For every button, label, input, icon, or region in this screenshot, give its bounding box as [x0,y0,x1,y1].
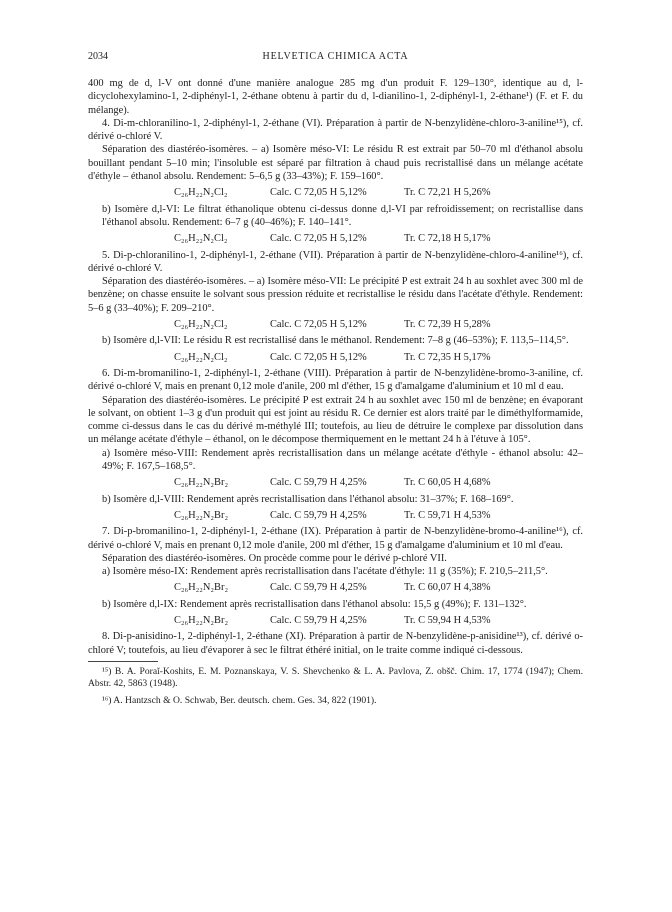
analysis-line [88,581,583,594]
calculated-values: Calc. C 59,79 H 4,25% [270,614,367,626]
document-page [88,50,583,708]
calculated-values: Calc. C 59,79 H 4,25% [270,477,367,489]
found-values: Tr. C 60,07 H 4,38% [404,582,491,594]
paragraph: 4. Di-m-chloranilino-1, 2-diphényl-1, 2-éthane (VI). Préparation à partir de N-benzylidène-chloro-3-aniline¹⁵), cf. dérivé o-chloré V. [88,117,583,143]
paragraph: Séparation des diastéréo-isomères. – a) Isomère méso-VI: Le résidu R est extrait par 50–70 ml d'éthanol absolu bouillant pendant 5–10 min; l'insoluble est séparé par filtration à chaud puis recristallisé dans un mélange acétate d'éthyle – éthanol absolu. Rendement: 5–6,5 g (33–43%); F. 159–160°. [88,144,583,183]
footnotes [88,666,583,708]
molecular-formula: C₂₆H₂₂N₂Br₂ [174,582,229,594]
footnote-rule [88,661,158,662]
molecular-formula: C₂₆H₂₂N₂Cl₂ [174,319,228,331]
paragraph: b) Isomère d,l-VII: Le résidu R est recristallisé dans le méthanol. Rendement: 7–8 g (46–53%); F. 113,5–114,5°. [102,335,569,347]
calculated-values: Calc. C 59,79 H 4,25% [270,582,367,594]
paragraph: Séparation des diastéréo-isomères. – a) Isomère méso-VII: Le précipité P est extrait 24 h au soxhlet avec 300 ml de benzène; on chasse ensuite le solvant sous pression réduite et recristallise le résidu dans l'acétate d'éthyle. Rendement: 5–6 g (33–40%); F. 209–210°. [88,276,583,314]
found-values: Tr. C 72,35 H 5,17% [404,351,491,363]
calculated-values: Calc. C 72,05 H 5,12% [270,233,367,245]
paragraph: Séparation des diastéréo-isomères. On procède comme pour le dérivé p-chloré VII. [102,552,447,564]
calculated-values: Calc. C 72,05 H 5,12% [270,351,367,363]
molecular-formula: C₂₆H₂₂N₂Br₂ [174,509,229,521]
paragraph: b) Isomère d,l-VIII: Rendement après recristallisation dans l'éthanol absolu: 31–37%; F. 168–169°. [102,493,514,505]
paragraph: a) Isomère méso-VIII: Rendement après recristallisation dans un mélange acétate d'éthyle - éthanol absolu: 42–49%; F. 167,5–168,5°. [102,447,583,473]
paragraph: Séparation des diastéréo-isomères. Le précipité P est extrait 24 h au soxhlet avec 150 ml de benzène; en évaporant le solvant, on obtient 1–3 g d'un produit qui est joint au résidu R. Ce dernier est alors traité par le diméthylformamide, comme ci-dessus dans le cas du dérivé m-méthylé III; toutefois, au lieu de détruire le complexe par dissolution dans un mélange acétate d'éthyle – éthanol, on le décompose thermiquement en le mettant 24 h à l'étuve à 105°. [88,394,583,446]
page-header [88,50,583,64]
analysis-line [88,318,583,331]
calculated-values: Calc. C 59,79 H 4,25% [270,509,367,521]
paragraph: a) Isomère méso-IX: Rendement après recristallisation dans l'acétate d'éthyle: 11 g (35%); F. 210,5–211,5°. [102,566,548,578]
analysis-line [88,476,583,489]
molecular-formula: C₂₆H₂₂N₂Cl₂ [174,233,228,245]
found-values: Tr. C 72,39 H 5,28% [404,319,491,331]
analysis-line [88,351,583,364]
found-values: Tr. C 60,05 H 4,68% [404,477,491,489]
paragraph: 6. Di-m-bromanilino-1, 2-diphényl-1, 2-éthane (VIII). Préparation à partir de N-benzylidène-bromo-3-aniline, cf. dérivé o-chloré V, mais en prenant 0,12 mole d'anile, 200 ml d'éther, 15 g d'amalgame d'aluminium et 10 ml d eau. [88,367,583,393]
molecular-formula: C₂₆H₂₂N₂Br₂ [174,614,229,626]
analysis-line [88,614,583,627]
paragraph: 8. Di-p-anisidino-1, 2-diphényl-1, 2-éthane (XI). Préparation à partir de N-benzylidène-p-anisidine¹³), cf. dérivé o-chloré V; toutefois, au lieu d'évaporer à sec le filtrat éthéré initial, on le traite comme indiqué ci-dessous. [88,631,583,656]
calculated-values: Calc. C 72,05 H 5,12% [270,319,367,331]
footnote: ¹⁵) B. A. Poraĭ-Koshits, E. M. Poznanskaya, V. S. Shevchenko & L. A. Pavlova, Z. obšč. Chim. 17, 1774 (1947); Chem. Abstr. 42, 5863 (1948). [88,665,583,690]
molecular-formula: C₂₆H₂₂N₂Cl₂ [174,351,228,363]
analysis-line [88,509,583,522]
found-values: Tr. C 72,21 H 5,26% [404,187,491,199]
found-values: Tr. C 59,94 H 4,53% [404,614,491,626]
paragraph: 7. Di-p-bromanilino-1, 2-diphényl-1, 2-éthane (IX). Préparation à partir de N-benzylidène-bromo-4-aniline¹⁶), cf. dérivé o-chloré V, mais en prenant 0,12 mole d'anile, 200 ml d'éther, 15 g d'amalgame d'aluminium et 10 ml d'eau. [88,526,583,551]
molecular-formula: C₂₆H₂₂N₂Br₂ [174,477,229,489]
article-body [88,77,583,657]
molecular-formula: C₂₆H₂₂N₂Cl₂ [174,187,228,199]
paragraph: 5. Di-p-chloranilino-1, 2-diphényl-1, 2-éthane (VII). Préparation à partir de N-benzylidène-chloro-4-aniline¹⁶), cf. dérivé o-chloré V. [88,249,583,274]
paragraph: 400 mg de d, l-V ont donné d'une manière analogue 285 mg d'un produit F. 129–130°, identique au d, l-dicyclohexylamino-1, 2-diphényl-1, 2-éthane obtenu à partir du d, l-dianilino-1, 2-diphényl-1, 2-éthane¹) (F. et F. du mélange). [88,78,583,116]
journal-title: HELVETICA CHIMICA ACTA [262,51,409,62]
paragraph: b) Isomère d,l-VI: Le filtrat éthanolique obtenu ci-dessus donne d,l-VI par refroidissement; on recristallise dans l'éthanol absolu. Rendement: 6–7 g (40–46%); F. 140–141°. [102,203,583,228]
analysis-line [88,232,583,245]
footnote: ¹⁶) A. Hantzsch & O. Schwab, Ber. deutsch. chem. Ges. 34, 822 (1901). [102,695,377,707]
found-values: Tr. C 59,71 H 4,53% [404,509,491,521]
found-values: Tr. C 72,18 H 5,17% [404,233,491,245]
paragraph: b) Isomère d,l-IX: Rendement après recristallisation dans l'éthanol absolu: 15,5 g (49%); F. 131–132°. [102,598,527,610]
analysis-line [88,186,583,199]
calculated-values: Calc. C 72,05 H 5,12% [270,187,367,199]
page-number: 2034 [88,51,108,62]
